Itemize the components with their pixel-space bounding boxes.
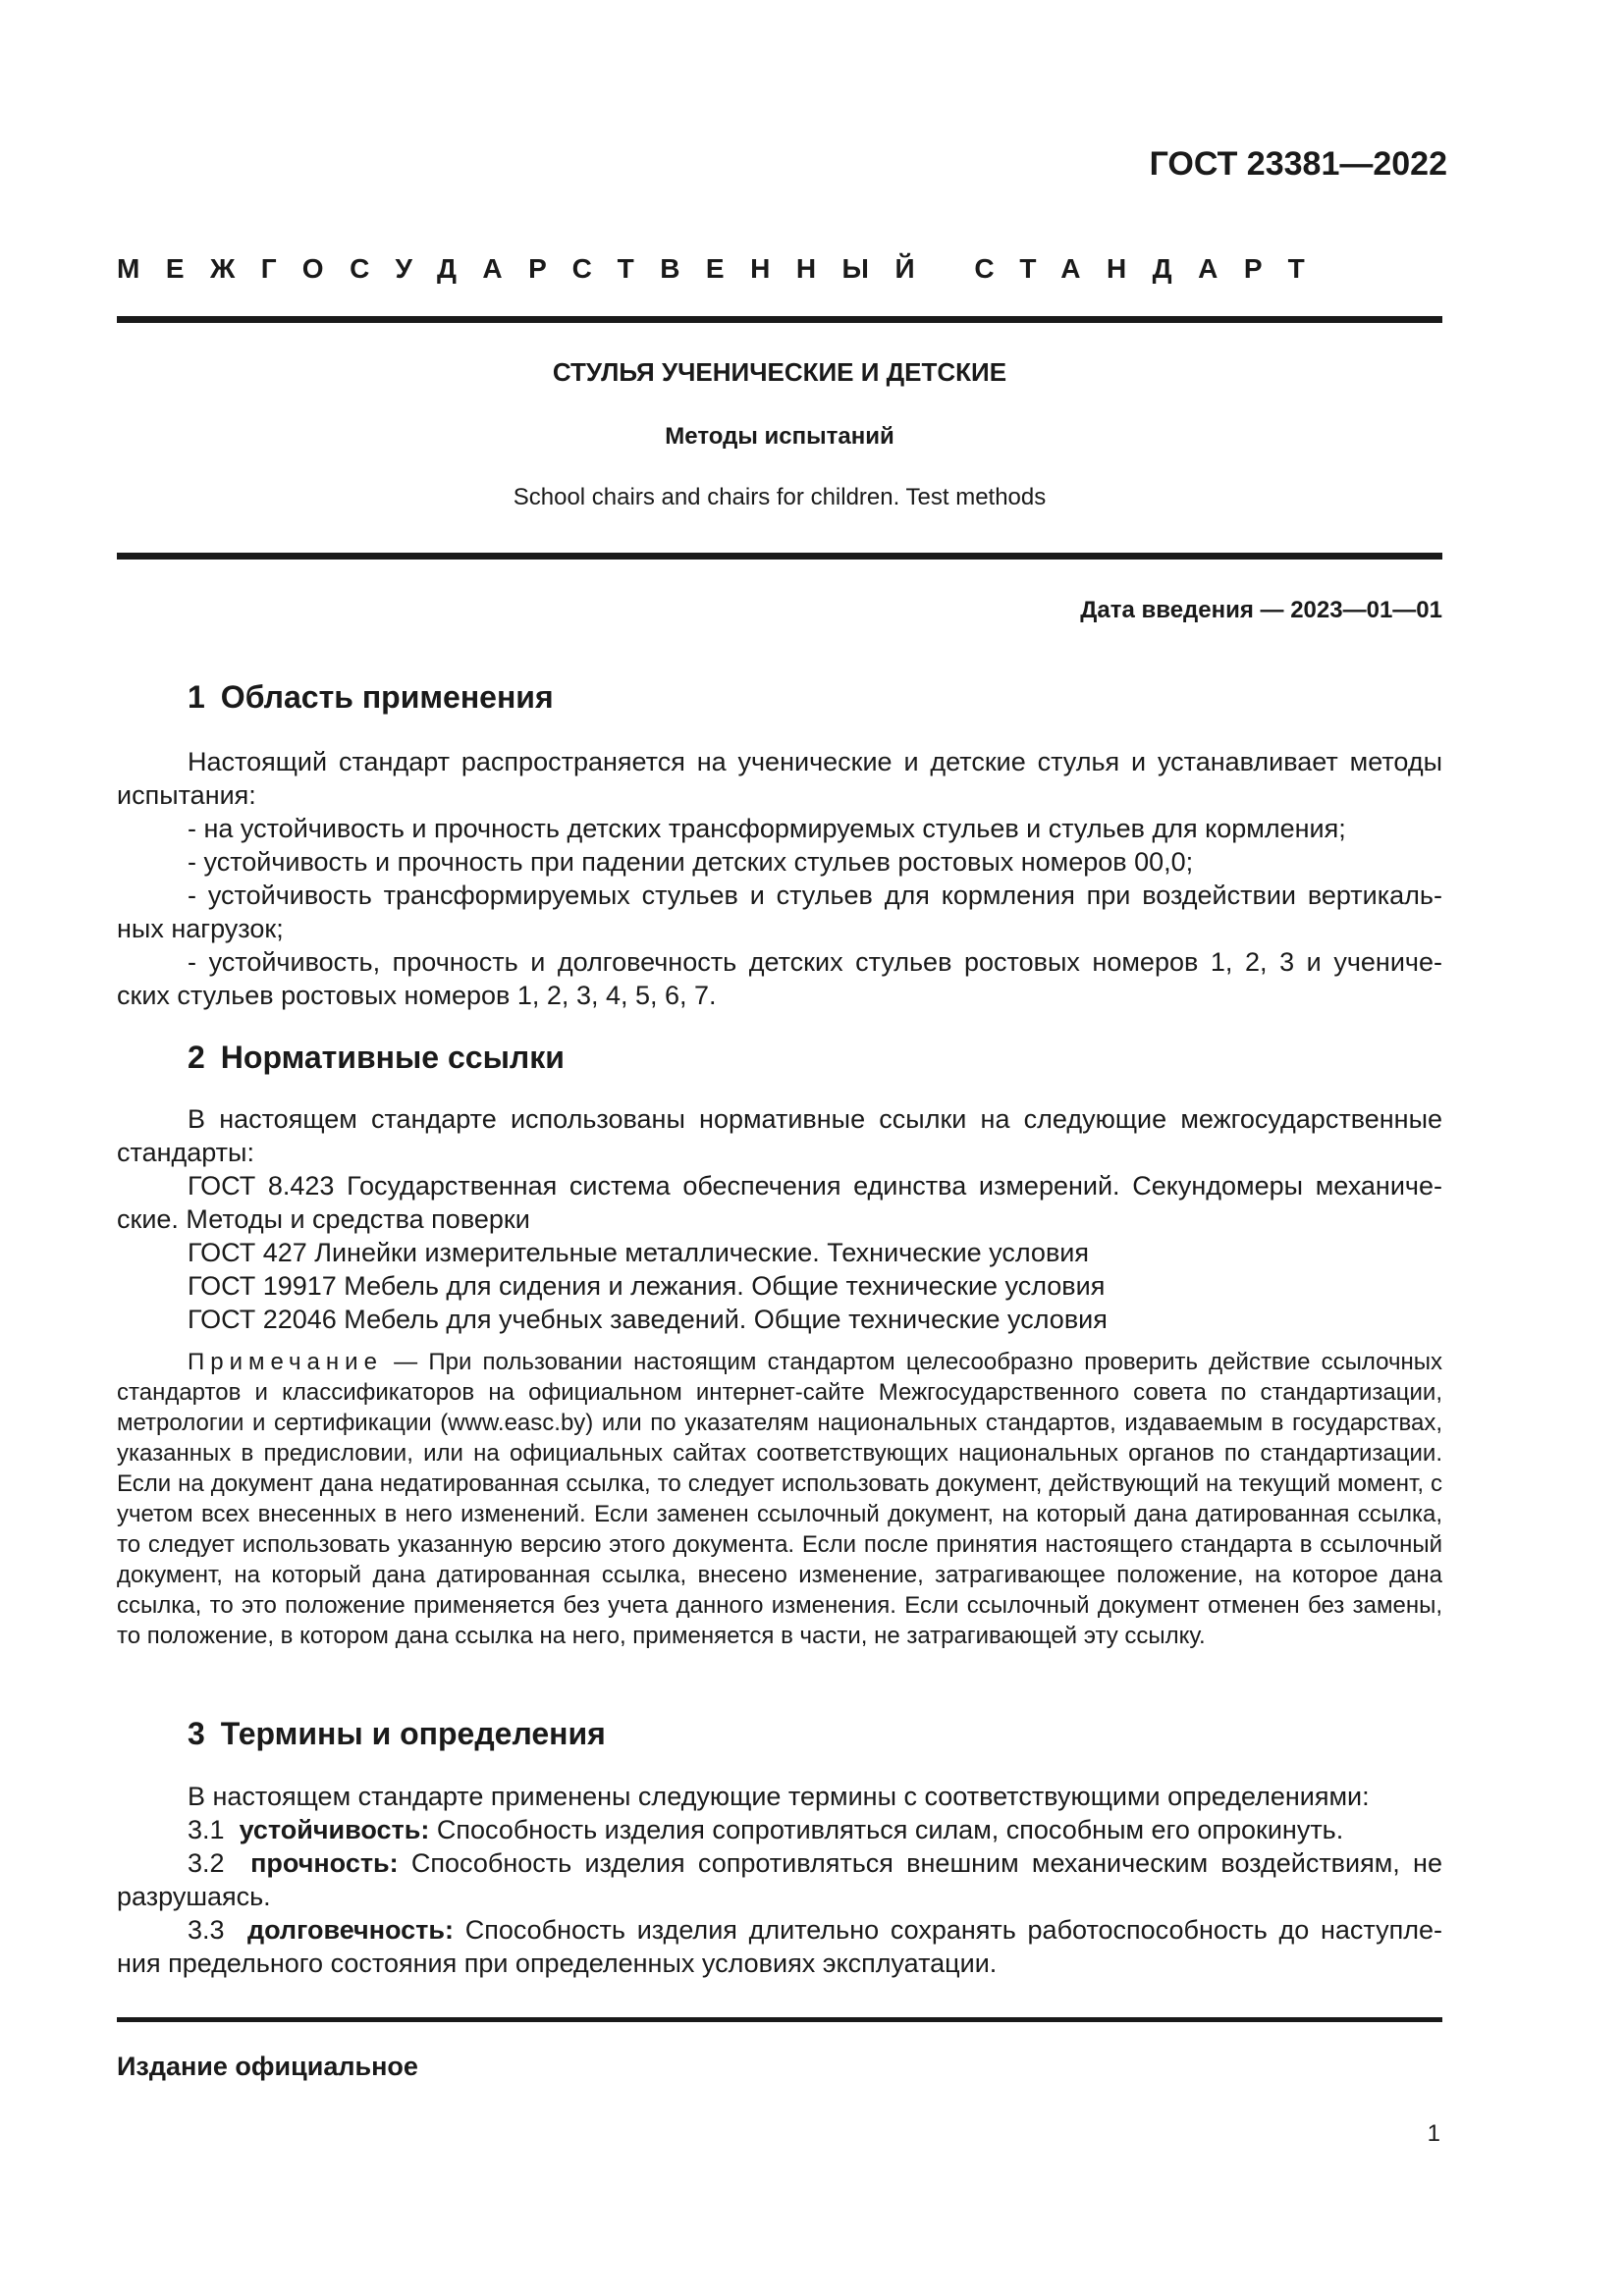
document-title-english: School chairs and chairs for children. Test methods — [513, 484, 1047, 510]
section-number: 2 — [188, 1040, 205, 1075]
paragraph-line: Настоящий стандарт распространяется на ученические и детские стулья и устанавливает методы — [188, 747, 1442, 776]
reference-line: ГОСТ 22046 Мебель для учебных заведений. Общие технические условия — [188, 1305, 1108, 1334]
top-rule — [117, 316, 1442, 323]
reference-line: ГОСТ 8.423 Государственная система обеспечения единства измерений. Секундомеры механиче- — [188, 1171, 1442, 1201]
paragraph-line: В настоящем стандарте использованы нормативные ссылки на следующие межгосударственные — [188, 1104, 1442, 1134]
list-item: - устойчивость и прочность при падении детских стульев ростовых номеров 00,0; — [188, 847, 1194, 877]
section-2-body — [117, 1102, 1442, 1336]
reference-line: ские. Методы и средства поверки — [117, 1204, 530, 1234]
document-subtitle: Методы испытаний — [665, 423, 894, 450]
list-item: - устойчивость, прочность и долговечность детских стульев ростовых номеров 1, 2, 3 и учениче- — [188, 947, 1442, 977]
section-3-heading — [188, 1716, 606, 1752]
section-title: Нормативные ссылки — [220, 1040, 565, 1075]
paragraph-line: В настоящем стандарте применены следующие термины с соответствующими определениями: — [188, 1782, 1370, 1811]
term-text: Способность изделия сопротивляться силам, способным его опрокинуть. — [429, 1815, 1344, 1844]
section-number: 1 — [188, 679, 205, 715]
document-title: СТУЛЬЯ УЧЕНИЧЕСКИЕ И ДЕТСКИЕ — [552, 357, 1007, 387]
list-item: - устойчивость трансформируемых стульев и стульев для кормления при воздействии вертикаль- — [188, 881, 1442, 910]
note-text: — При пользовании настоящим стандартом целесообразно проверить действие ссылочных стандартов и классификаторов на официальном интернет-сайте Межгосударственного совета по стандартизации, метрологии и сертификации (www.easc.by) или по указателям национальных стандартов, издаваемым в государствах, указанных в предисловии, или на официальных сайтах соответствующих национальных органов по стандартизации. Если на документ дана недатированная ссылка, то следует использовать документ, действующий на текущий момент, с учетом всех внесенных в него изменений. Если заменен ссылочный документ, на который дана датированная ссылка, то следует использовать указанную версию этого документа. Если после принятия настоящего стандарта в ссылочный документ, на который дана датированная ссылка, внесено изменение, затрагивающее положение, на которое дана ссылка, то это положение применяется без учета данного изменения. Если ссылочный документ отменен без замены, то положение, в котором дана ссылка на него, применяется в части, не затрагивающей эту ссылку. — [117, 1349, 1442, 1649]
standard-type-banner: МЕЖГОСУДАРСТВЕННЫЙ СТАНДАРТ — [117, 253, 1331, 284]
reference-line: ГОСТ 427 Линейки измерительные металлические. Технические условия — [188, 1238, 1089, 1267]
term-definition — [117, 1813, 1442, 1846]
footer-rule — [117, 2017, 1442, 2022]
term-continuation: ния предельного состояния при определенных условиях эксплуатации. — [117, 1949, 998, 1978]
note-paragraph — [117, 1347, 1442, 1651]
document-number: ГОСТ 23381—2022 — [1149, 145, 1447, 183]
note-label: Примечание — [188, 1349, 383, 1375]
term-name: прочность: — [250, 1848, 399, 1878]
term-number: 3.1 — [188, 1815, 225, 1844]
section-2-heading — [188, 1040, 565, 1076]
introduction-date: Дата введения — 2023—01—01 — [1080, 597, 1442, 623]
section-1-heading — [188, 679, 554, 716]
term-text: Способность изделия длительно сохранять работоспособность до наступле- — [454, 1915, 1442, 1945]
term-definition — [117, 1913, 1442, 1947]
paragraph-line: испытания: — [117, 780, 256, 810]
page-number: 1 — [1427, 2120, 1440, 2147]
term-number: 3.2 — [188, 1848, 225, 1878]
official-edition-label: Издание официальное — [117, 2052, 418, 2081]
reference-line: ГОСТ 19917 Мебель для сидения и лежания. Общие технические условия — [188, 1271, 1106, 1301]
term-text: Способность изделия сопротивляться внешним механическим воздействиям, не — [398, 1848, 1442, 1878]
list-item-continuation: ских стульев ростовых номеров 1, 2, 3, 4, 5, 6, 7. — [117, 981, 717, 1010]
section-3-body — [117, 1780, 1442, 1980]
section-title: Область применения — [220, 679, 554, 715]
title-rule — [117, 553, 1442, 560]
list-item-continuation: ных нагрузок; — [117, 914, 284, 943]
term-definition — [117, 1846, 1442, 1880]
paragraph-line: стандарты: — [117, 1138, 254, 1167]
term-continuation: разрушаясь. — [117, 1882, 271, 1911]
term-number: 3.3 — [188, 1915, 225, 1945]
list-item: - на устойчивость и прочность детских трансформируемых стульев и стульев для кормления; — [188, 814, 1346, 843]
section-1-body — [117, 745, 1442, 1012]
term-name: устойчивость: — [239, 1815, 430, 1844]
section-title: Термины и определения — [220, 1716, 606, 1751]
section-number: 3 — [188, 1716, 205, 1751]
term-name: долговечность: — [246, 1915, 454, 1945]
